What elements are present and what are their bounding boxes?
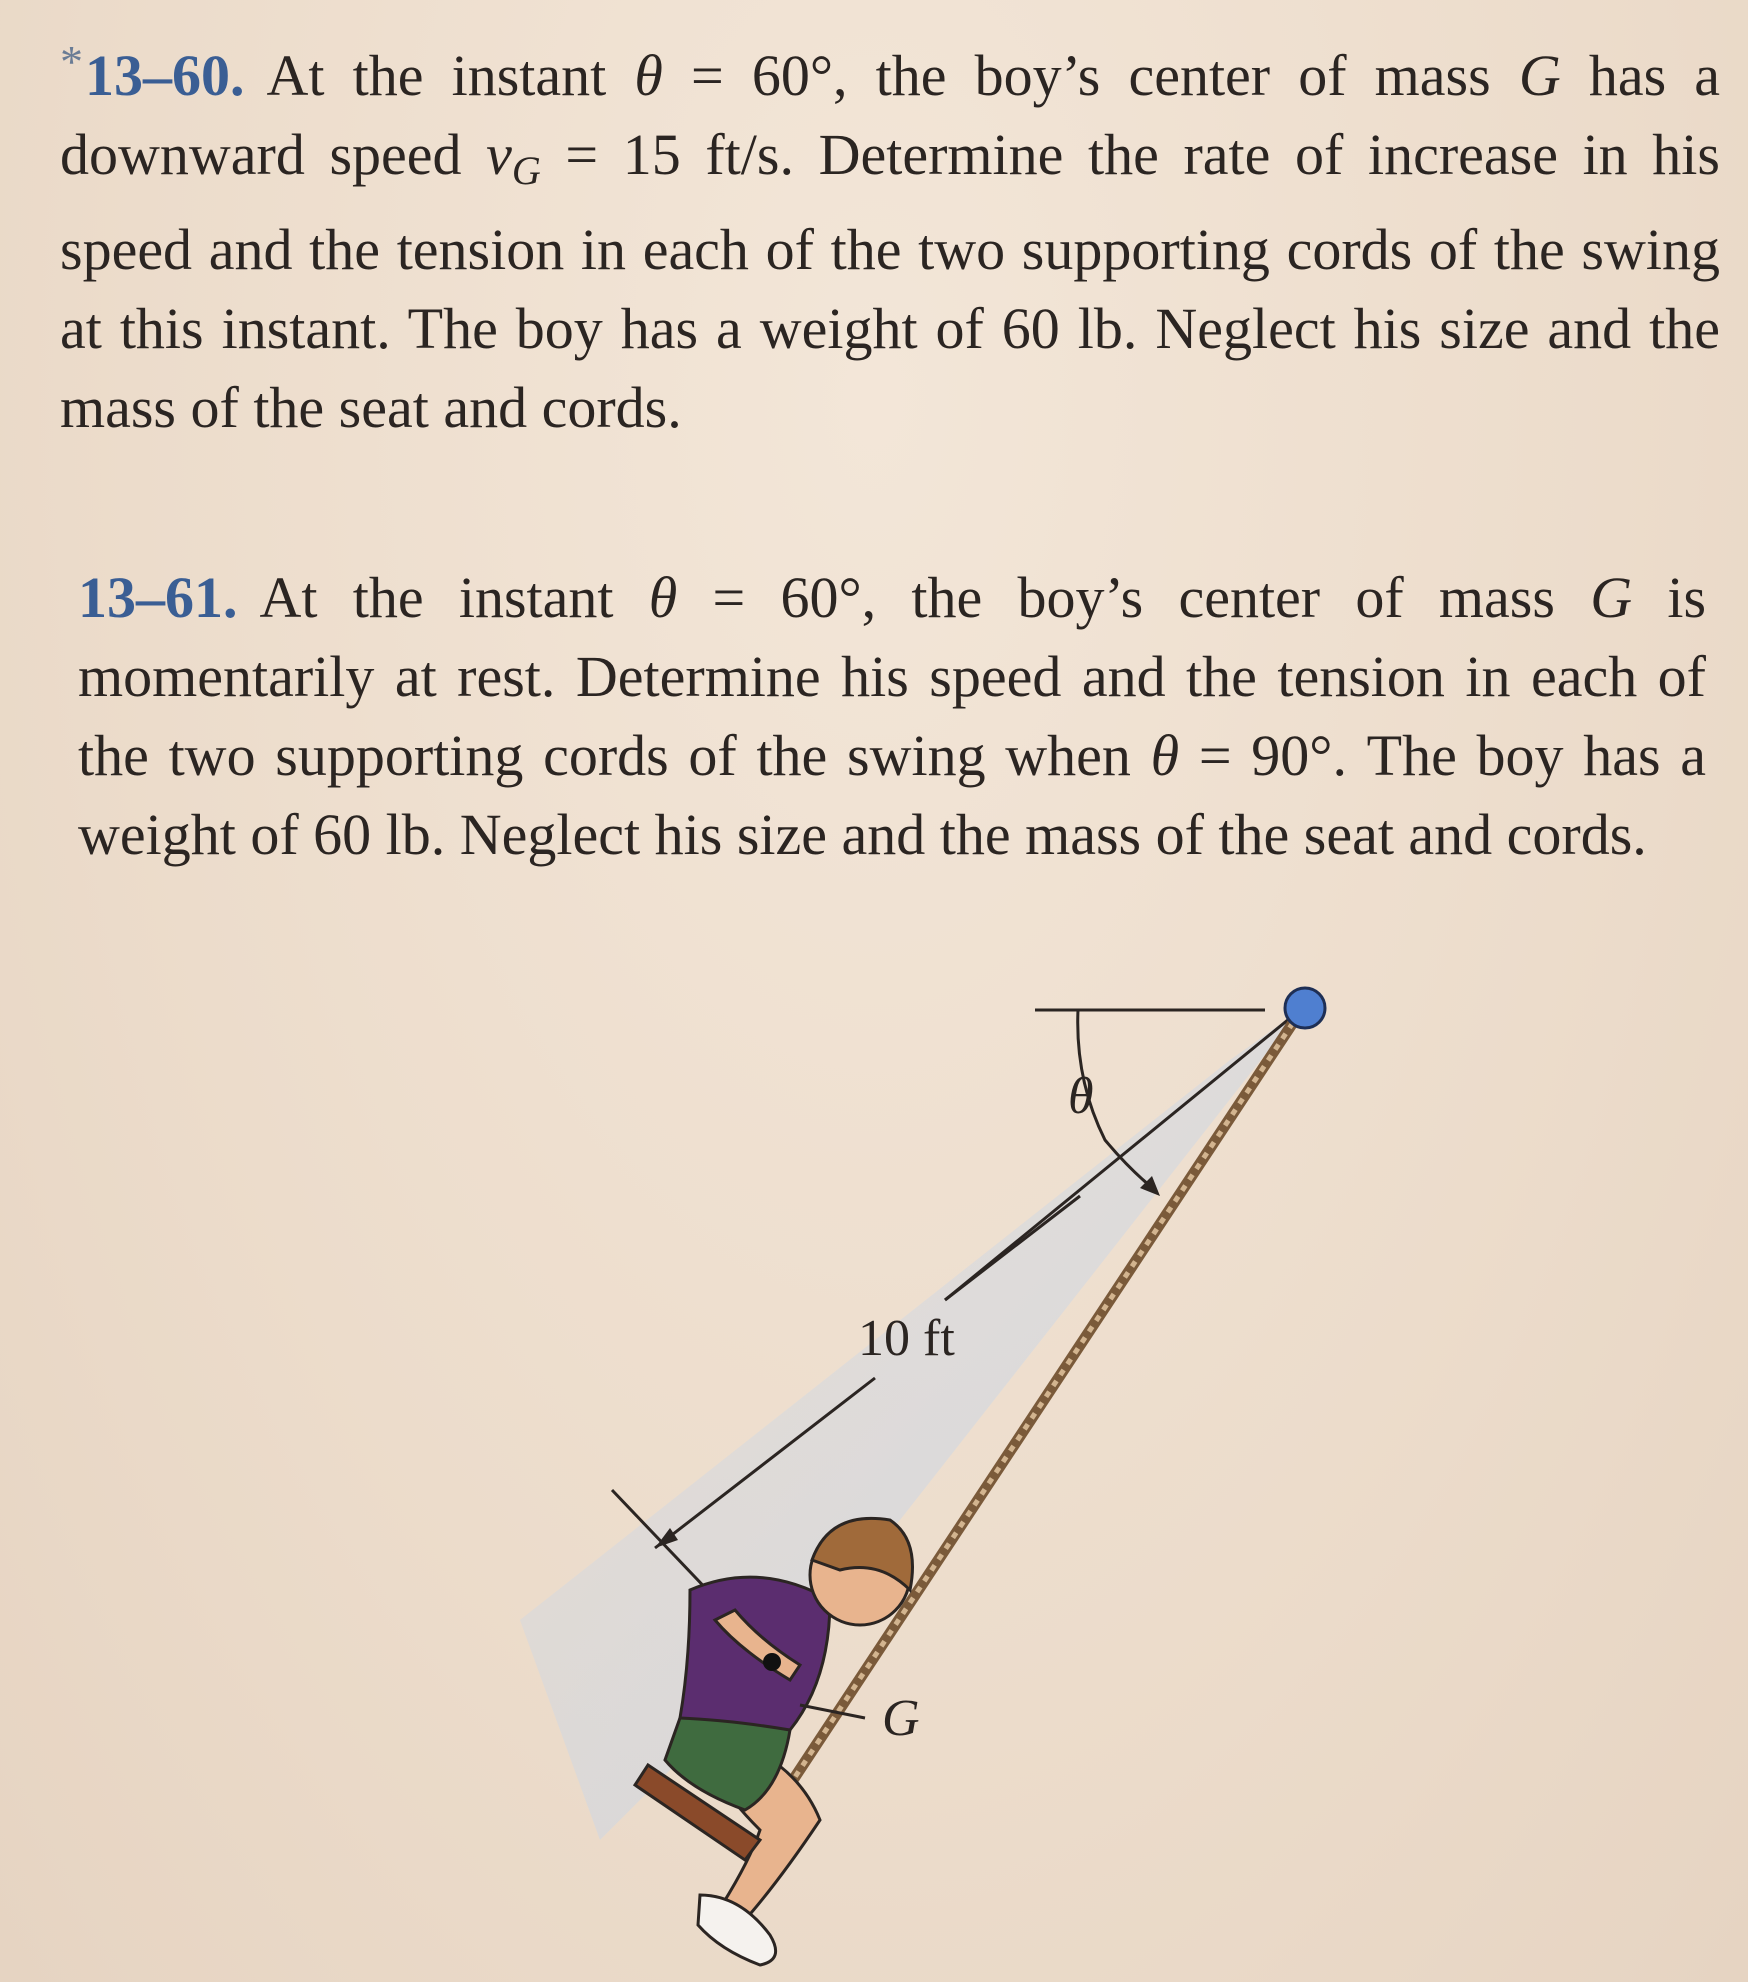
length-label: 10 ft bbox=[858, 1310, 955, 1367]
problem-number-13-61: 13–61. bbox=[78, 565, 238, 630]
theta-symbol: θ bbox=[648, 565, 678, 630]
problem-text: = 60°, the boy’s center of mass bbox=[662, 43, 1519, 108]
center-of-mass-symbol: G bbox=[1518, 43, 1561, 108]
problem-text: = 15 ft/s. Determine the rate of increase in his speed and the tension in each of the two supporting cords of the swing at this instant. The boy has a weight of 60 lb. Neglect his size and the mass of the seat and cords. bbox=[60, 122, 1720, 440]
angle-label: θ bbox=[1068, 1068, 1094, 1125]
theta-symbol: θ bbox=[634, 43, 663, 108]
theta-symbol: θ bbox=[1150, 723, 1180, 788]
center-of-mass-point bbox=[763, 1653, 781, 1671]
cord-line bbox=[945, 1010, 1300, 1300]
problem-text: has a downward speed bbox=[60, 43, 1721, 187]
pivot-point bbox=[1285, 988, 1325, 1028]
problem-text: At the instant bbox=[259, 565, 649, 630]
problem-number-13-60: *13–60. bbox=[60, 36, 245, 108]
velocity-subscript: G bbox=[511, 148, 541, 193]
velocity-symbol: v bbox=[486, 122, 512, 187]
center-of-mass-label: G bbox=[882, 1690, 920, 1747]
problem-text: = 90°. The boy has a weight of 60 lb. Neglect his size and the mass of the seat and cords. bbox=[78, 723, 1706, 867]
problem-text: is momentarily at rest. Determine his speed and the tension in each of the two supporting cords of the swing when bbox=[78, 565, 1707, 788]
star-marker: * bbox=[60, 36, 83, 87]
problem-text: At the instant bbox=[266, 43, 635, 108]
problem-text: = 60°, the boy’s center of mass bbox=[677, 565, 1591, 630]
boy-shoe bbox=[698, 1895, 776, 1965]
center-of-mass-symbol: G bbox=[1590, 565, 1633, 630]
